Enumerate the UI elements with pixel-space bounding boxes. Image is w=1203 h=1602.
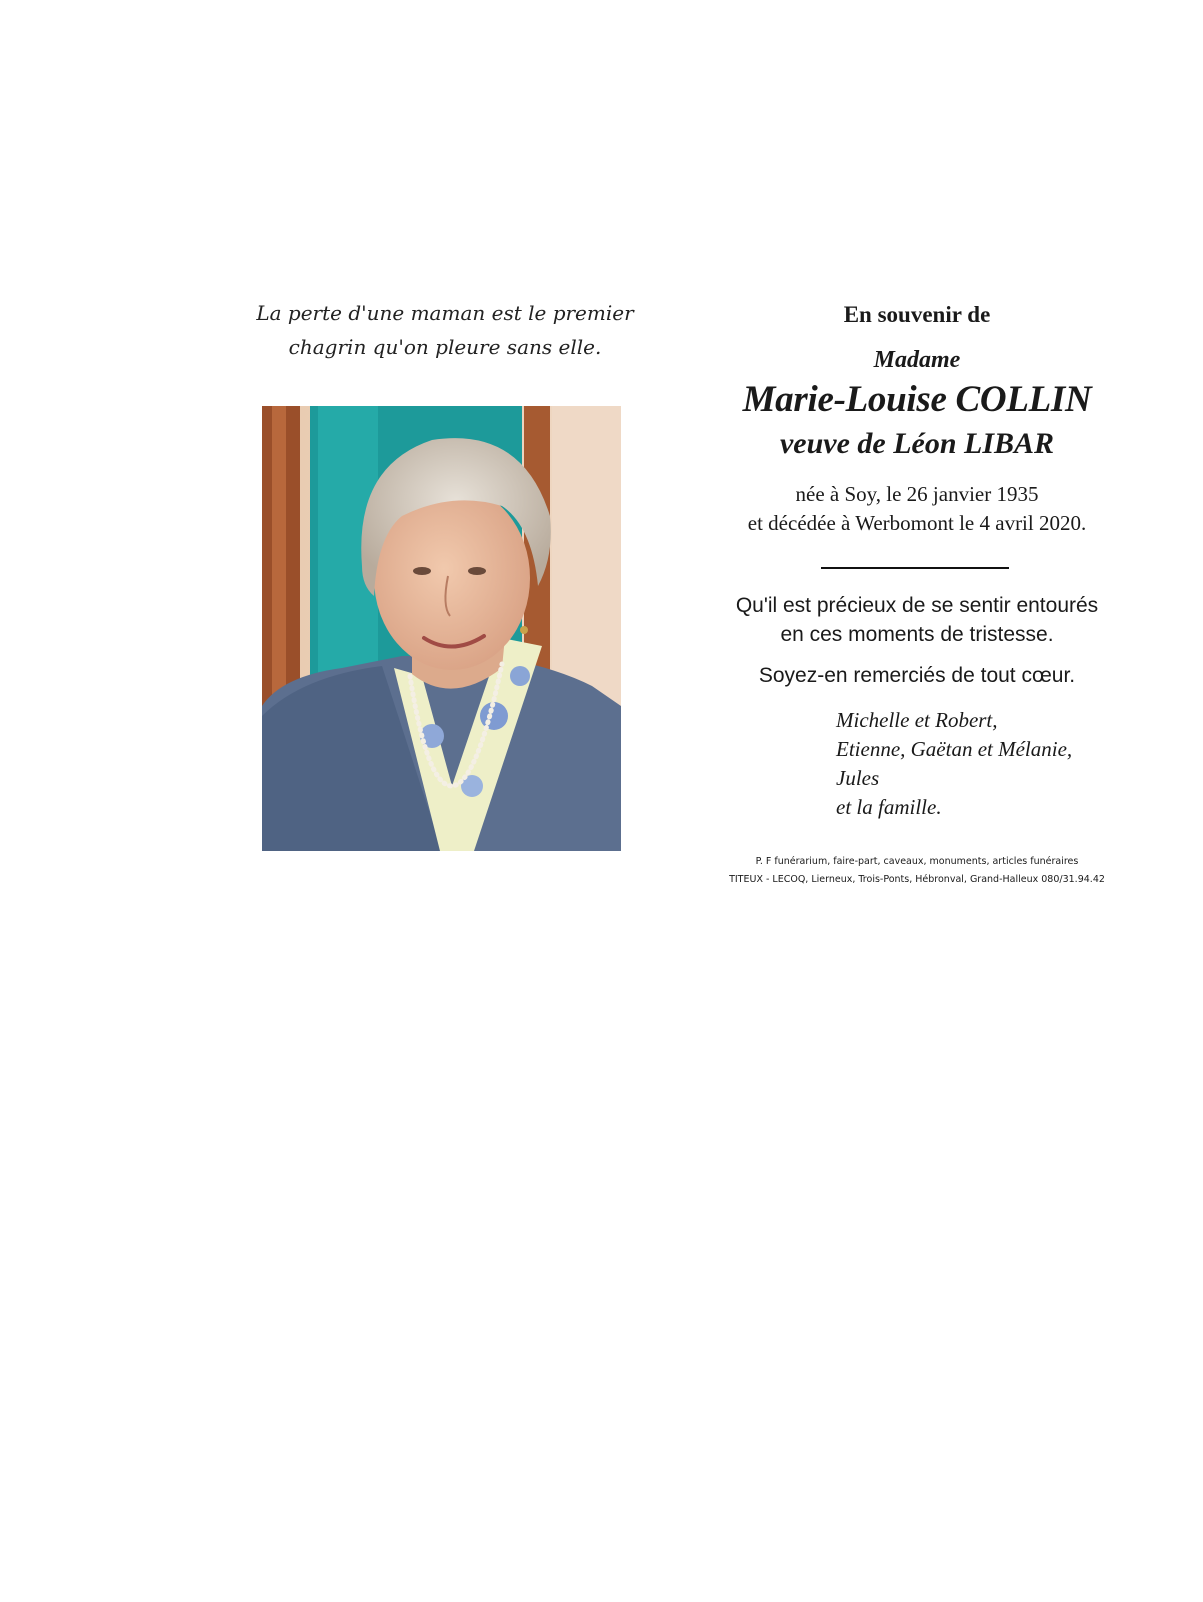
spouse-line: veuve de Léon LIBAR	[779, 427, 1055, 460]
divider	[821, 567, 1009, 569]
family-line: et la famille.	[836, 795, 942, 819]
portrait-illustration	[262, 406, 621, 851]
family-line: Etienne, Gaëtan et Mélanie,	[836, 737, 1073, 761]
family-signature	[836, 706, 1116, 822]
quote-line-2: chagrin qu'on pleure sans elle.	[288, 335, 602, 359]
footer-line-1: P. F funérarium, faire-part, caveaux, monuments, articles funéraires	[755, 856, 1079, 867]
heading-in-memory: En souvenir de	[843, 302, 991, 327]
thanks-line-1: Qu'il est précieux de se sentir entourés	[735, 594, 1099, 617]
thanks-line-3: Soyez-en remerciés de tout cœur.	[758, 664, 1076, 687]
portrait-photo	[262, 406, 621, 851]
life-dates	[712, 480, 1122, 538]
deceased-name: Marie-Louise COLLIN	[742, 379, 1092, 420]
footer-line-2: TITEUX - LECOQ, Lierneux, Trois-Ponts, Hébronval, Grand-Halleux 080/31.94.42	[729, 874, 1105, 885]
death-line: et décédée à Werbomont le 4 avril 2020.	[747, 511, 1087, 535]
honorific: Madame	[873, 347, 961, 373]
thanks-line-2: en ces moments de tristesse.	[780, 623, 1054, 646]
family-line: Michelle et Robert,	[836, 708, 998, 732]
birth-line: née à Soy, le 26 janvier 1935	[795, 482, 1039, 506]
thanks-text	[712, 591, 1122, 649]
memorial-quote	[250, 296, 640, 364]
funeral-home-footer	[712, 853, 1122, 889]
family-line: Jules	[836, 766, 880, 790]
quote-line-1: La perte d'une maman est le premier	[256, 301, 634, 325]
